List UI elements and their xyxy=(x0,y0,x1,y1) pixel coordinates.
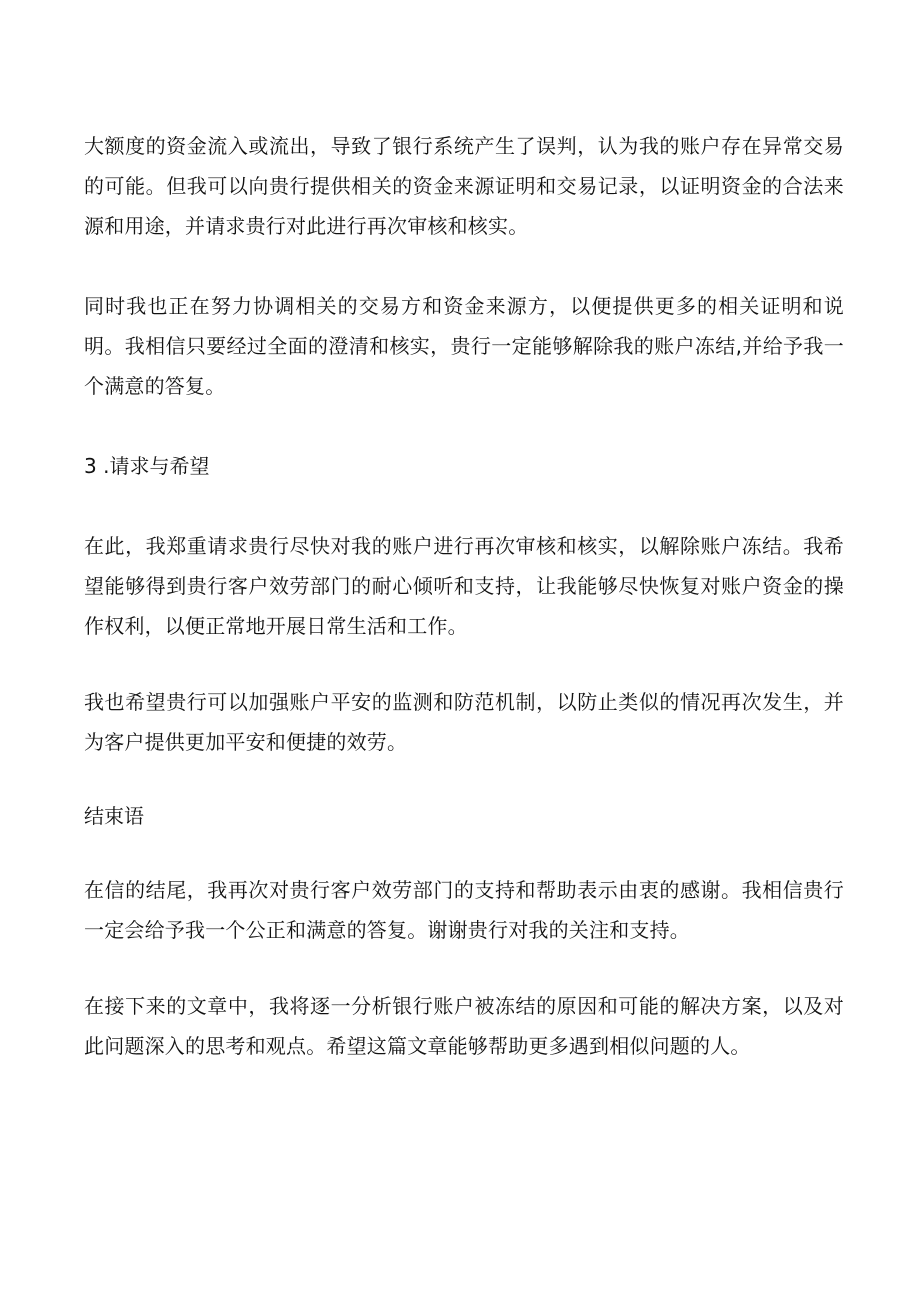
document-body xyxy=(84,126,844,1066)
spacer xyxy=(84,646,844,682)
spacer xyxy=(84,246,844,286)
spacer xyxy=(84,836,844,870)
spacer xyxy=(84,486,844,526)
spacer xyxy=(84,406,844,446)
spacer xyxy=(84,950,844,986)
paragraph-misjudgment: 大额度的资金流入或流出，导致了银行系统产生了误判，认为我的账户存在异常交易的可能。但我可以向贵行提供相关的资金来源证明和交易记录，以证明资金的合法来源和用途，并请求贵行对此进行再次审核和核实。 xyxy=(84,134,844,238)
section-heading-request: 3 .请求与希望 xyxy=(84,454,210,478)
paragraph-coordination: 同时我也正在努力协调相关的交易方和资金来源方，以便提供更多的相关证明和说明。我相信只要经过全面的澄清和核实，贵行一定能够解除我的账户冻结,并给予我一个满意的答复。 xyxy=(84,294,844,398)
spacer xyxy=(84,762,844,796)
paragraph-request: 在此，我郑重请求贵行尽快对我的账户进行再次审核和核实，以解除账户冻结。我希望能够得到贵行客户效劳部门的耐心倾听和支持，让我能够尽快恢复对账户资金的操作权利，以便正常地开展日常生活和工作。 xyxy=(84,534,844,638)
paragraph-next-article: 在接下来的文章中，我将逐一分析银行账户被冻结的原因和可能的解决方案，以及对此问题深入的思考和观点。希望这篇文章能够帮助更多遇到相似问题的人。 xyxy=(84,994,844,1058)
paragraph-thanks: 在信的结尾，我再次对贵行客户效劳部门的支持和帮助表示由衷的感谢。我相信贵行一定会给予我一个公正和满意的答复。谢谢贵行对我的关注和支持。 xyxy=(84,878,844,942)
paragraph-hope: 我也希望贵行可以加强账户平安的监测和防范机制，以防止类似的情况再次发生，并为客户提供更加平安和便捷的效劳。 xyxy=(84,690,844,754)
section-heading-closing: 结束语 xyxy=(84,804,144,828)
